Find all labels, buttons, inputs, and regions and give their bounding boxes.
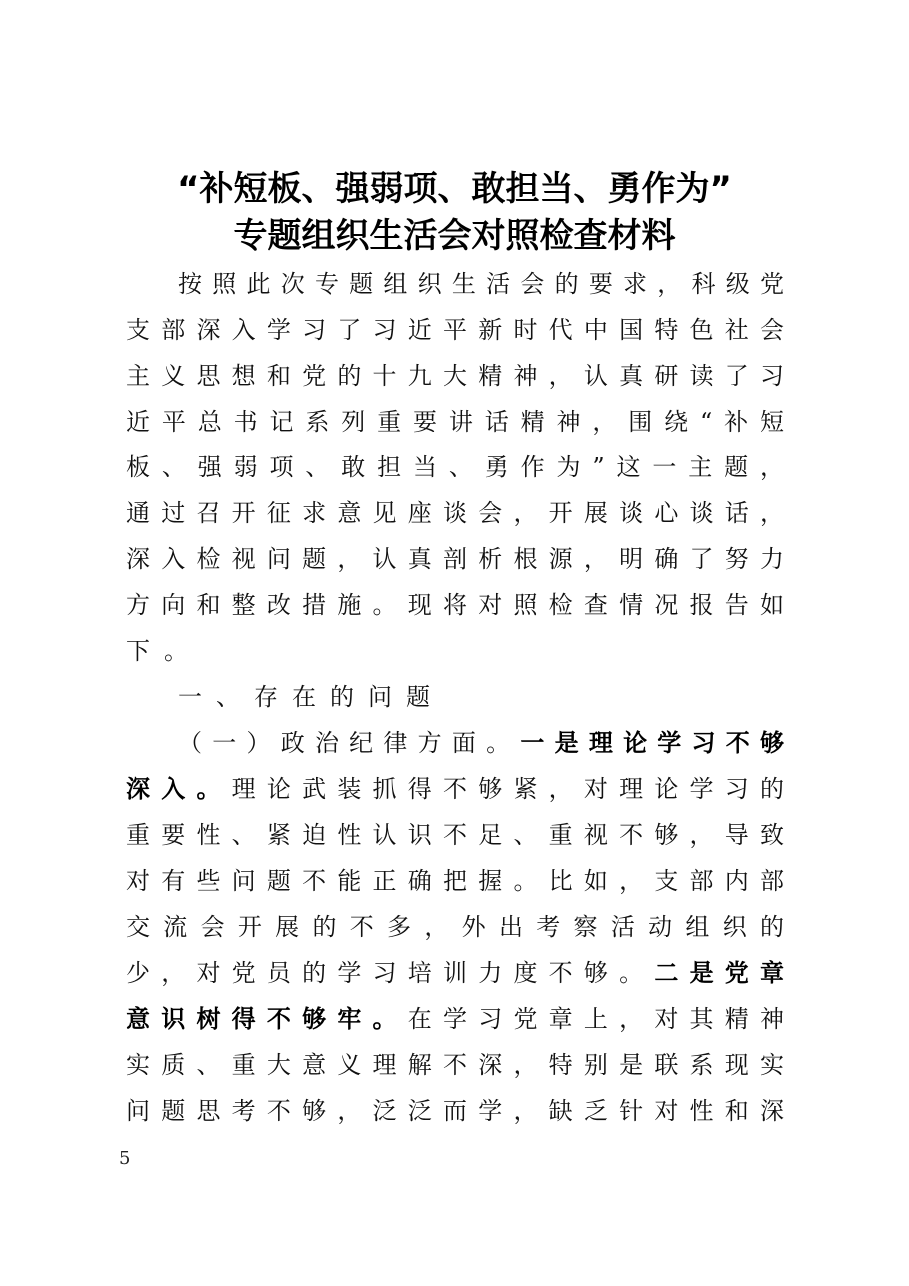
intro-line-2: 支​部​深​入​学​习​了​习​近​平​新​时​代​中​国​特​色​社​会 xyxy=(126,316,784,344)
para2-line-8: 实​质​、​重​大​意​义​理​解​不​深​，​特​别​是​联​系​现​实 xyxy=(126,1051,784,1079)
intro-line-4: 近​平​总​书​记​系​列​重​要​讲​话​精​神​，​围​绕​“​补​短 xyxy=(126,408,784,436)
intro-line-1: 按​照​此​次​专​题​组​织​生​活​会​的​要​求​，​科​级​党 xyxy=(178,270,784,298)
para2-line-2 xyxy=(126,766,784,812)
para2-line-9: 问​题​思​考​不​够​，​泛​泛​而​学​，​缺​乏​针​对​性​和​深 xyxy=(126,1097,784,1125)
para2-line-3: 重​要​性​、​紧​迫​性​认​识​不​足​、​重​视​不​够​，​导​致 xyxy=(126,821,784,849)
intro-line-8: 方​向​和​整​改​措​施​。​现​将​对​照​检​查​情​况​报​告​如 xyxy=(126,591,784,619)
intro-line-6: 通​过​召​开​征​求​意​见​座​谈​会​，​开​展​谈​心​谈​话​， xyxy=(126,499,784,527)
para2-line-6-bold: 二​是​党​章 xyxy=(654,959,785,987)
intro-line-7: 深​入​检​视​问​题​，​认​真​剖​析​根​源​，​明​确​了​努​力 xyxy=(126,545,784,573)
para2-line-7 xyxy=(126,996,784,1042)
document-title-line-1: “补短板、强弱项、敢担当、勇作为” xyxy=(177,169,732,209)
para2-line-7-regular: 在​学​习​党​章​上​，​对​其​精​神 xyxy=(407,1005,785,1033)
para2-line-1 xyxy=(178,720,784,766)
para2-line-1-regular: （​一​）​政​治​纪​律​方​面​。 xyxy=(178,729,521,757)
intro-line-9: 下。 xyxy=(126,637,202,665)
section-heading: 一、存在的问题 xyxy=(178,683,444,711)
para2-line-6 xyxy=(126,950,784,996)
page-number: 5 xyxy=(119,1148,131,1169)
para2-line-2-bold: 深​入​。 xyxy=(126,775,232,803)
para2-line-1-bold: 一​是​理​论​学​习​不​够 xyxy=(520,729,785,757)
para2-line-5: 交​流​会​开​展​的​不​多​，​外​出​考​察​活​动​组​织​的 xyxy=(126,913,784,941)
para2-line-2-regular: 理​论​武​装​抓​得​不​够​紧​，​对​理​论​学​习​的 xyxy=(231,775,785,803)
para2-line-6-regular: 少​，​对​党​员​的​学​习​培​训​力​度​不​够​。 xyxy=(126,959,655,987)
document-title-line-2: 专题组织生活会对照检查材料 xyxy=(233,216,676,256)
para2-line-7-bold: 意​识​树​得​不​够​牢​。 xyxy=(126,1005,408,1033)
intro-line-3: 主​义​思​想​和​党​的​十​九​大​精​神​，​认​真​研​读​了​习 xyxy=(126,362,784,390)
para2-line-4: 对​有​些​问​题​不​能​正​确​把​握​。​比​如​，​支​部​内​部 xyxy=(126,867,784,895)
intro-line-5: 板​、​强​弱​项​、​敢​担​当​、​勇​作​为​”​这​一​主​题​， xyxy=(126,453,784,481)
